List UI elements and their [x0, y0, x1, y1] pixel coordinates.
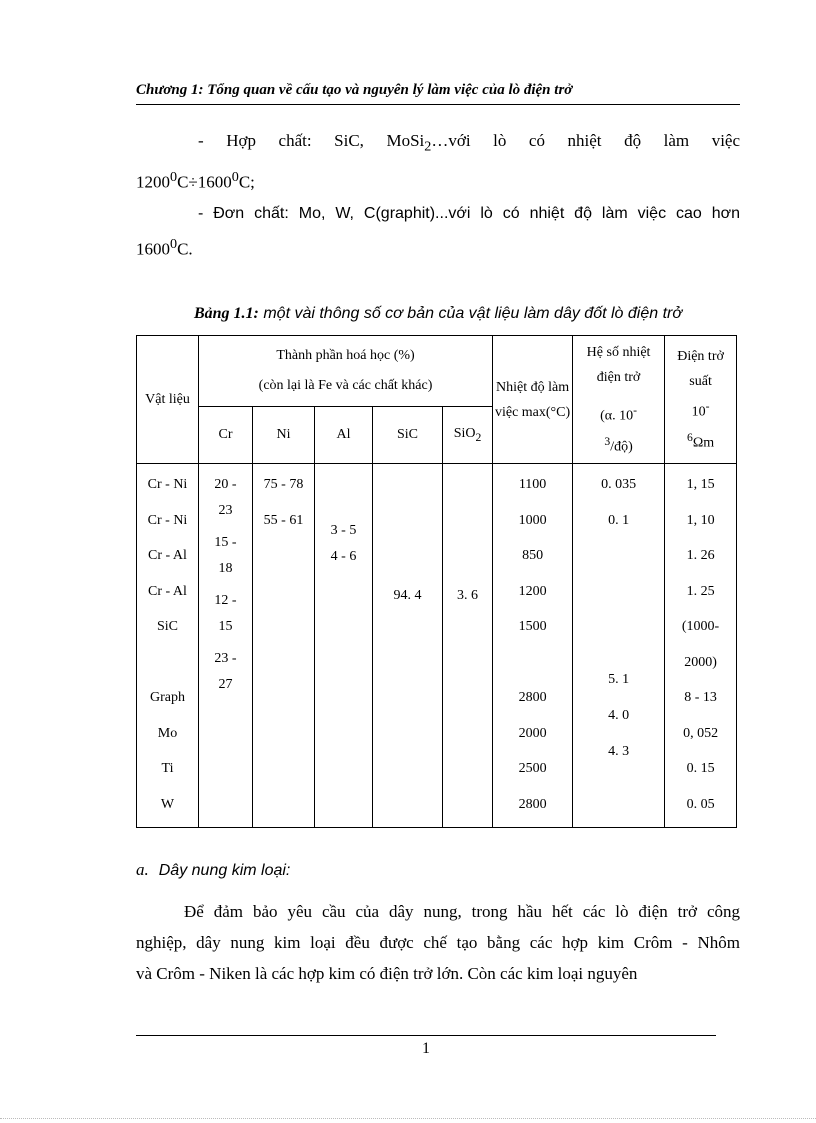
- al-value-1: 4 - 6: [330, 549, 357, 564]
- temp-0: 1100: [518, 477, 547, 492]
- subheader-sio2-sub: 2: [475, 430, 482, 444]
- material-1: Cr - Ni: [147, 512, 188, 528]
- temp-2: 850: [522, 548, 544, 563]
- section-title: Dây nung kim loại:: [158, 862, 291, 879]
- res-6: 8 - 13: [684, 690, 717, 705]
- cr-value-2: 15 -: [214, 535, 237, 550]
- res-9: 0. 05: [686, 796, 715, 812]
- res-5: 2000): [684, 654, 717, 670]
- p1-text-a: - Hợp chất: SiC, MoSi: [198, 131, 425, 150]
- table-caption: [136, 305, 740, 323]
- p1-sub: 2: [424, 138, 432, 155]
- temp-8: 2500: [518, 761, 547, 776]
- header-temperature: Nhiệt độ làm việc max(°C): [493, 336, 573, 464]
- header-coefficient-b: (α. 10: [600, 408, 634, 424]
- p2-text-b: 1600: [136, 239, 170, 259]
- caption-label: Bảng 1.1:: [193, 305, 259, 322]
- temp-3: 1200: [518, 583, 547, 599]
- subheader-cr: Cr: [199, 407, 253, 464]
- section-letter: a.: [136, 860, 149, 879]
- page-number: 1: [422, 1040, 430, 1057]
- cr-value-5: 15: [218, 619, 233, 634]
- p2-text-a: - Đơn chất: Mo, W, C(graphit)...với lò có nhiệt độ làm việc cao hơn: [198, 205, 740, 222]
- col-sic: [373, 464, 443, 828]
- p1-text-c: 1200: [136, 173, 170, 193]
- p1-sup2: 0: [231, 169, 239, 186]
- col-cr: [199, 464, 253, 828]
- res-3: 1. 25: [686, 583, 715, 599]
- col-sio2: [443, 464, 493, 828]
- header-resistivity-a: Điện trở suất: [677, 348, 724, 389]
- header-rule: [136, 104, 740, 105]
- header-composition: [199, 336, 493, 407]
- temp-7: 2000: [518, 725, 547, 741]
- cr-value-6: 23 -: [214, 651, 237, 666]
- res-2: 1. 26: [686, 548, 715, 563]
- header-coefficient-c: /độ): [610, 439, 633, 455]
- material-8: Ti: [161, 761, 174, 776]
- header-coefficient-sup1: -: [633, 403, 637, 417]
- res-1: 1, 10: [686, 512, 715, 528]
- temp-1: 1000: [518, 512, 547, 528]
- material-5: [137, 650, 198, 686]
- header-resistivity: [665, 336, 737, 464]
- intro-paragraph-1: [136, 125, 740, 198]
- coef-top-0: 0. 035: [601, 477, 637, 492]
- col-ni: [253, 464, 315, 828]
- col-materials: [137, 464, 199, 828]
- sio2-value: 3. 6: [457, 588, 479, 603]
- subheader-ni: Ni: [253, 407, 315, 464]
- header-resistivity-c: Ωm: [692, 435, 715, 451]
- material-7: Mo: [157, 725, 178, 741]
- cr-value-1: 23: [218, 503, 233, 518]
- header-resistivity-b: 10: [691, 404, 706, 420]
- res-7: 0, 052: [683, 725, 719, 741]
- p1-text-e: C;: [238, 173, 255, 193]
- ni-value-1: 55 - 61: [263, 512, 304, 528]
- temp-6: 2800: [518, 690, 547, 705]
- subheader-sio2: [443, 407, 493, 464]
- material-4: SiC: [156, 619, 178, 634]
- body-line-3: và Crôm - Niken là các hợp kim có điện trở lớn. Còn các kim loại nguyên: [136, 964, 638, 983]
- material-6: Graph: [150, 690, 185, 705]
- header-resistivity-sup2: 6: [687, 430, 693, 444]
- col-al: [315, 464, 373, 828]
- temp-9: 2800: [518, 796, 547, 812]
- material-2: Cr - Al: [148, 548, 187, 563]
- sic-value: 94. 4: [393, 588, 422, 603]
- header-coefficient-sup2: 3: [604, 434, 611, 448]
- al-value-0: 3 - 5: [330, 523, 357, 538]
- col-coefficient: [573, 464, 665, 828]
- subheader-sio2-text: SiO: [453, 426, 476, 442]
- material-3: Cr - Al: [148, 583, 187, 599]
- material-9: W: [160, 796, 175, 812]
- res-8: 0. 15: [686, 761, 715, 776]
- p1-text-d: C÷1600: [177, 173, 232, 193]
- page-bottom-border: [0, 1118, 816, 1119]
- p2-sup: 0: [170, 236, 178, 252]
- subheader-al: Al: [315, 407, 373, 464]
- col-temperature: [493, 464, 573, 828]
- col-resistivity: [665, 464, 737, 828]
- coef-bottom-1: 4. 0: [608, 708, 630, 723]
- temp-5: [493, 650, 572, 686]
- body-line-1: Để đảm bảo yêu cầu của dây nung, trong hầu hết các lò điện trở công: [184, 902, 740, 921]
- section-heading-a: [136, 860, 290, 880]
- temp-4: 1500: [518, 619, 547, 634]
- p2-text-c: C.: [177, 239, 193, 259]
- p1-text-b: …với lò có nhiệt độ làm việc: [431, 131, 741, 150]
- body-paragraph: [136, 896, 740, 989]
- header-coefficient-a: Hệ số nhiệt điện trở: [586, 344, 651, 385]
- p1-sup1: 0: [170, 169, 178, 186]
- intro-paragraph-2: [136, 198, 740, 265]
- chapter-header: Chương 1: Tổng quan về cấu tạo và nguyên lý làm việc của lò điện trở: [136, 82, 573, 98]
- materials-table: [136, 335, 737, 828]
- ni-value-0: 75 - 78: [263, 477, 304, 492]
- coef-bottom-0: 5. 1: [608, 672, 630, 687]
- header-coefficient: [573, 336, 665, 464]
- footer-rule: [136, 1035, 716, 1036]
- header-composition-line2: (còn lại là Fe và các chất khác): [258, 378, 433, 393]
- header-resistivity-sup1: -: [705, 399, 710, 413]
- cr-value-4: 12 -: [214, 593, 237, 608]
- material-0: Cr - Ni: [147, 477, 188, 492]
- cr-value-0: 20 -: [214, 477, 237, 492]
- res-0: 1, 15: [686, 477, 715, 492]
- body-line-2: nghiệp, dây nung kim loại đều được chế tạo bằng các hợp kim Crôm - Nhôm: [136, 933, 740, 952]
- res-4: (1000-: [681, 619, 720, 634]
- header-material: Vật liệu: [137, 336, 199, 464]
- caption-text: một vài thông số cơ bản của vật liệu làm dây đốt lò điện trở: [258, 305, 683, 322]
- header-composition-line1: Thành phần hoá học (%): [276, 348, 415, 363]
- subheader-sic: SiC: [373, 407, 443, 464]
- coef-top-1: 0. 1: [608, 512, 630, 528]
- coef-bottom-2: 4. 3: [608, 744, 630, 759]
- cr-value-7: 27: [218, 677, 233, 692]
- cr-value-3: 18: [218, 561, 233, 576]
